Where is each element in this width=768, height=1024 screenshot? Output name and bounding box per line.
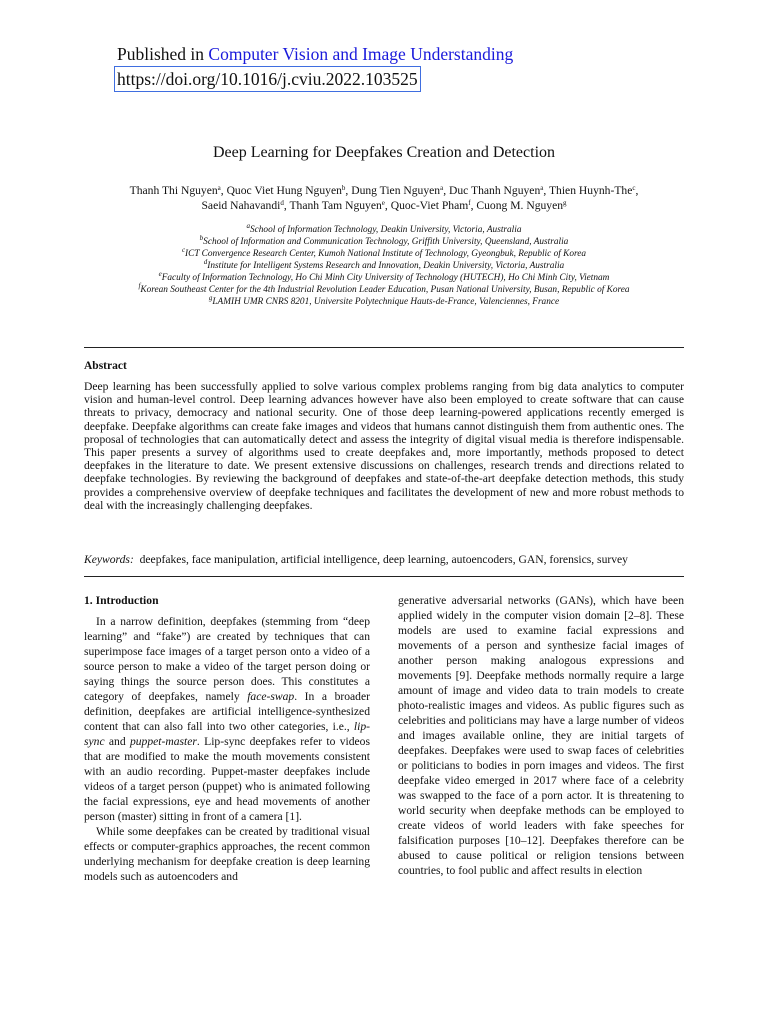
author: Cuong M. Nguyen$^g$: [476, 199, 567, 212]
keywords-label: Keywords:: [84, 553, 134, 566]
author: Thanh Thi Nguyen$^a$: [129, 184, 221, 197]
affiliation: $^f$Korean Southeast Center for the 4th Industrial Revolution Leader Education, Pusan National University, Busan, Republic of Korea: [138, 282, 630, 295]
affiliation: $^e$Faculty of Information Technology, Ho Chi Minh City University of Technology (HUTECH), Ho Chi Minh City, Vietnam: [158, 270, 610, 283]
published-prefix: Published in: [117, 44, 209, 64]
author-list: Thanh Thi Nguyen$^a$, Quoc Viet Hung Nguyen$^b$, Dung Tien Nguyen$^a$, Duc Thanh Nguyen$^a$, Thien Huynh-The$^c$, Saeid Nahavandi$^d$, Thanh Tam Nguyen$^e$, Quoc-Viet Pham$^f$, Cuong M. Nguyen$^g$: [129, 184, 639, 212]
author: Saeid Nahavandi$^d$: [201, 199, 284, 212]
doi-link[interactable]: https://doi.org/10.1016/j.cviu.2022.103525: [114, 66, 421, 92]
affiliation-list: [60, 224, 708, 308]
affiliation: $^g$LAMIH UMR CNRS 8201, Universite Polytechnique Hauts-de-France, Valenciennes, France: [208, 294, 560, 307]
affiliation: $^d$Institute for Intelligent Systems Research and Innovation, Deakin University, Victoria, Australia: [203, 258, 565, 271]
abstract-heading: Abstract: [84, 360, 127, 372]
paragraph: While some deepfakes can be created by traditional visual effects or computer-graphics approaches, the recent common underlying mechanism for deepfake creation is deep learning models such as autoencoders and: [84, 825, 370, 883]
journal-link[interactable]: Computer Vision and Image Understanding: [208, 44, 514, 64]
affiliation: $^a$School of Information Technology, Deakin University, Victoria, Australia: [246, 222, 522, 235]
section-heading: 1. Introduction: [84, 594, 159, 607]
published-line: [117, 42, 513, 66]
left-column: [84, 593, 370, 884]
right-column: [398, 593, 684, 878]
bottom-divider: [84, 576, 684, 577]
author: Quoc-Viet Pham$^f$: [390, 199, 471, 212]
top-divider: [84, 347, 684, 348]
paragraph: generative adversarial networks (GANs), which have been applied widely in the computer vision domain [2–8]. These models are used to examine facial expressions and movements of a person and synthesize facial images of another person making analogous expressions and movements [9]. Deepfake methods normally require a large amount of image and video data to train models to create photo-realistic images and videos. As public figures such as celebrities and politicians may have a large number of videos and images available online, they are initial targets of deepfakes. Deepfakes were used to swap faces of celebrities or politicians to bodies in porn images and videos. The first deepfake video emerged in 2017 where face of a celebrity was swapped to the face of a porn actor. It is threatening to world security when deepfake methods can be employed to create videos of world leaders with fake speeches for falsification purposes [10–12]. Deepfakes therefore can be abused to cause political or religion tensions between countries, to fool public and affect results in election: [398, 594, 684, 877]
paragraph: In a narrow definition, deepfakes (stemming from “deep learning” and “fake”) are created by techniques that can superimpose face images of a target person onto a video of a source person to make a video of the target person doing or saying things the source person does. This constitutes a category of deepfakes, namely face-swap. In a broader definition, deepfakes are artificial intelligence-synthesized content that can also fall into two other categories, i.e., lip-sync and puppet-master. Lip-sync deepfakes refer to videos that are modified to make the mouth movements consistent with an audio recording. Puppet-master deepfakes include videos of a target person (puppet) who is animated following the facial expressions, eye and head movements of another person (master) sitting in front of a camera [1].: [84, 615, 370, 823]
paper-title: Deep Learning for Deepfakes Creation and Detection: [212, 144, 556, 161]
author: Dung Tien Nguyen$^a$: [351, 184, 444, 197]
publication-header: [117, 42, 513, 92]
abstract-text: Deep learning has been successfully applied to solve various complex problems ranging from big data analytics to computer vision and human-level control. Deep learning advances however have also been employed to create software that can cause threats to privacy, democracy and national security. One of those deep learning-powered applications recently emerged is deepfake. Deepfake algorithms can create fake images and videos that humans cannot distinguish them from authentic ones. The proposal of technologies that can automatically detect and assess the integrity of digital visual media is therefore indispensable. This paper presents a survey of algorithms used to create deepfakes and, more importantly, methods proposed to detect deepfakes in the literature to date. We present extensive discussions on challenges, research trends and directions related to deepfake technologies. By reviewing the background of deepfakes and state-of-the-art deepfake detection methods, this study provides a comprehensive overview of deepfake techniques and facilitates the development of new and more robust methods to deal with the increasingly challenging deepfakes.: [84, 380, 684, 512]
keywords: [84, 553, 684, 566]
author: Quoc Viet Hung Nguyen$^b$: [226, 184, 346, 197]
author: Duc Thanh Nguyen$^a$: [449, 184, 544, 197]
author: Thien Huynh-The$^c$: [548, 184, 636, 197]
author: Thanh Tam Nguyen$^e$: [289, 199, 385, 212]
affiliation: $^c$ICT Convergence Research Center, Kumoh National Institute of Technology, Gyeongbuk, Republic of Korea: [181, 246, 587, 259]
affiliation: $^b$School of Information and Communication Technology, Griffith University, Queensland, Australia: [199, 234, 569, 247]
keywords-text: deepfakes, face manipulation, artificial intelligence, deep learning, autoencoders, GAN, forensics, survey: [139, 553, 628, 566]
